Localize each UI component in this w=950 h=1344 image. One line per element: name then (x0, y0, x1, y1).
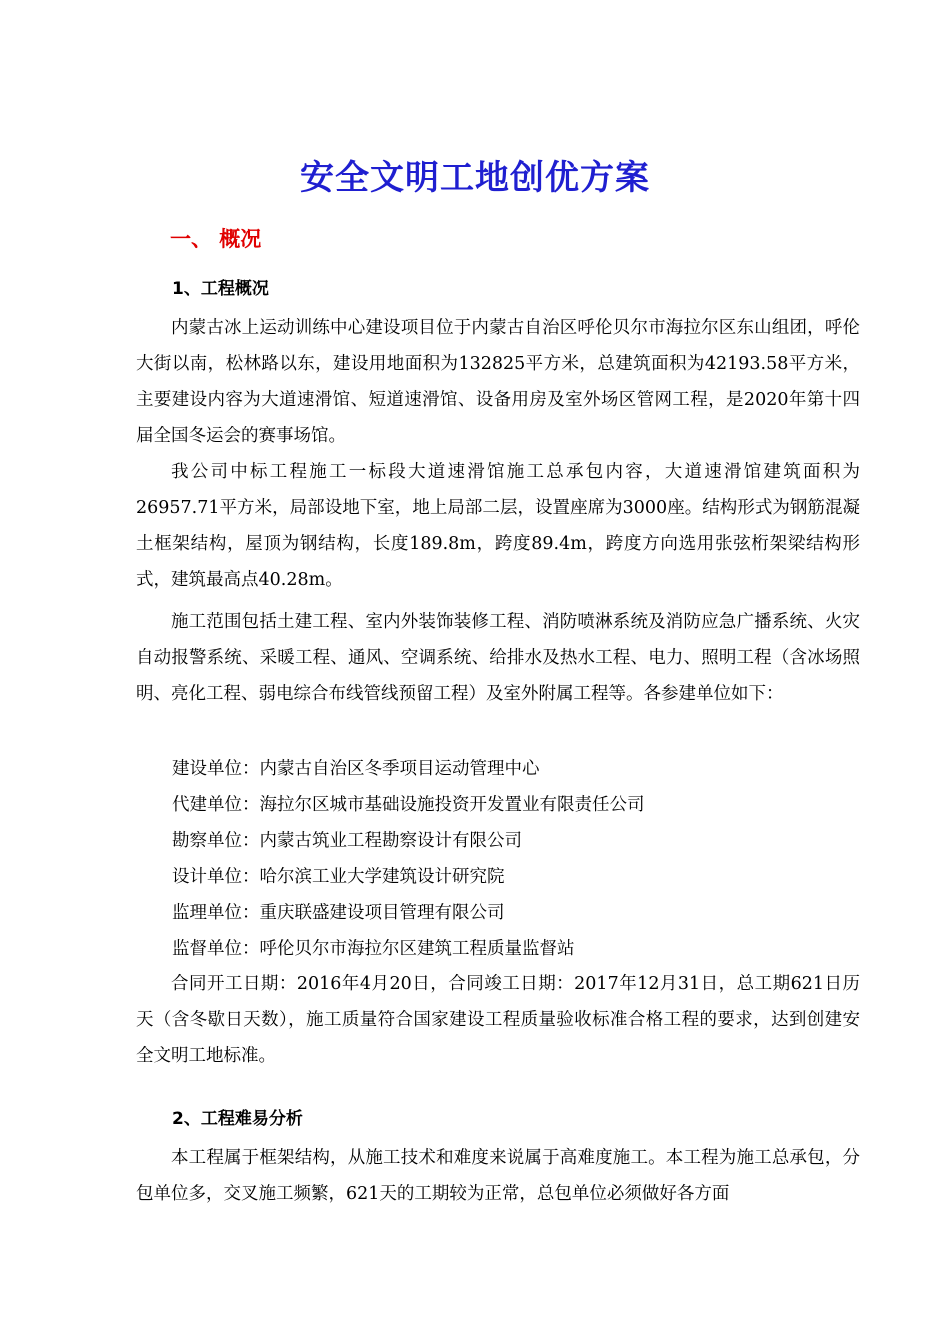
unit-design: 设计单位：哈尔滨工业大学建筑设计研究院 (172, 867, 505, 887)
paragraph-contract-scope: 我公司中标工程施工一标段大道速滑馆施工总承包内容，大道速滑馆建筑面积为26957.71平方米，局部设地下室，地上局部二层，设置座席为3000座。结构形式为钢筋混凝土框架结构，屋顶为钢结构，长度189.8m，跨度89.4m，跨度方向选用张弦桁架梁结构形式，建筑最高点40.28m。 (136, 462, 860, 590)
paragraph-project-location: 内蒙古冰上运动训练中心建设项目位于内蒙古自治区呼伦贝尔市海拉尔区东山组团，呼伦大街以南，松林路以东，建设用地面积为132825平方米，总建筑面积为42193.58平方米，主要建设内容为大道速滑馆、短道速滑馆、设备用房及室外场区管网工程，是2020年第十四届全国冬运会的赛事场馆。 (136, 318, 860, 446)
unit-supervision: 监理单位：重庆联盛建设项目管理有限公司 (172, 903, 505, 923)
paragraph-contract-dates: 合同开工日期：2016年4月20日，合同竣工日期：2017年12月31日，总工期621日历天（含冬歇日天数），施工质量符合国家建设工程质量验收标准合格工程的要求，达到创建安全文明工地标准。 (136, 974, 860, 1066)
subsection-heading-project-overview: 1、工程概况 (172, 279, 269, 299)
unit-quality-oversight: 监督单位：呼伦贝尔市海拉尔区建筑工程质量监督站 (172, 939, 575, 959)
document-title: 安全文明工地创优方案 (300, 158, 650, 198)
paragraph-difficulty-analysis: 本工程属于框架结构，从施工技术和难度来说属于高难度施工。本工程为施工总承包，分包单位多，交叉施工频繁，621天的工期较为正常，总包单位必须做好各方面 (136, 1148, 860, 1204)
unit-agent-construction: 代建单位：海拉尔区城市基础设施投资开发置业有限责任公司 (172, 795, 645, 815)
paragraph-construction-scope: 施工范围包括土建工程、室内外装饰装修工程、消防喷淋系统及消防应急广播系统、火灾自动报警系统、采暖工程、通风、空调系统、给排水及热水工程、电力、照明工程（含冰场照明、亮化工程、弱电综合布线管线预留工程）及室外附属工程等。各参建单位如下： (136, 612, 860, 704)
unit-survey: 勘察单位：内蒙古筑业工程勘察设计有限公司 (172, 831, 522, 851)
subsection-heading-difficulty-analysis: 2、工程难易分析 (172, 1109, 303, 1129)
unit-construction: 建设单位：内蒙古自治区冬季项目运动管理中心 (172, 759, 540, 779)
section-heading-overview: 一、 概况 (170, 227, 262, 251)
